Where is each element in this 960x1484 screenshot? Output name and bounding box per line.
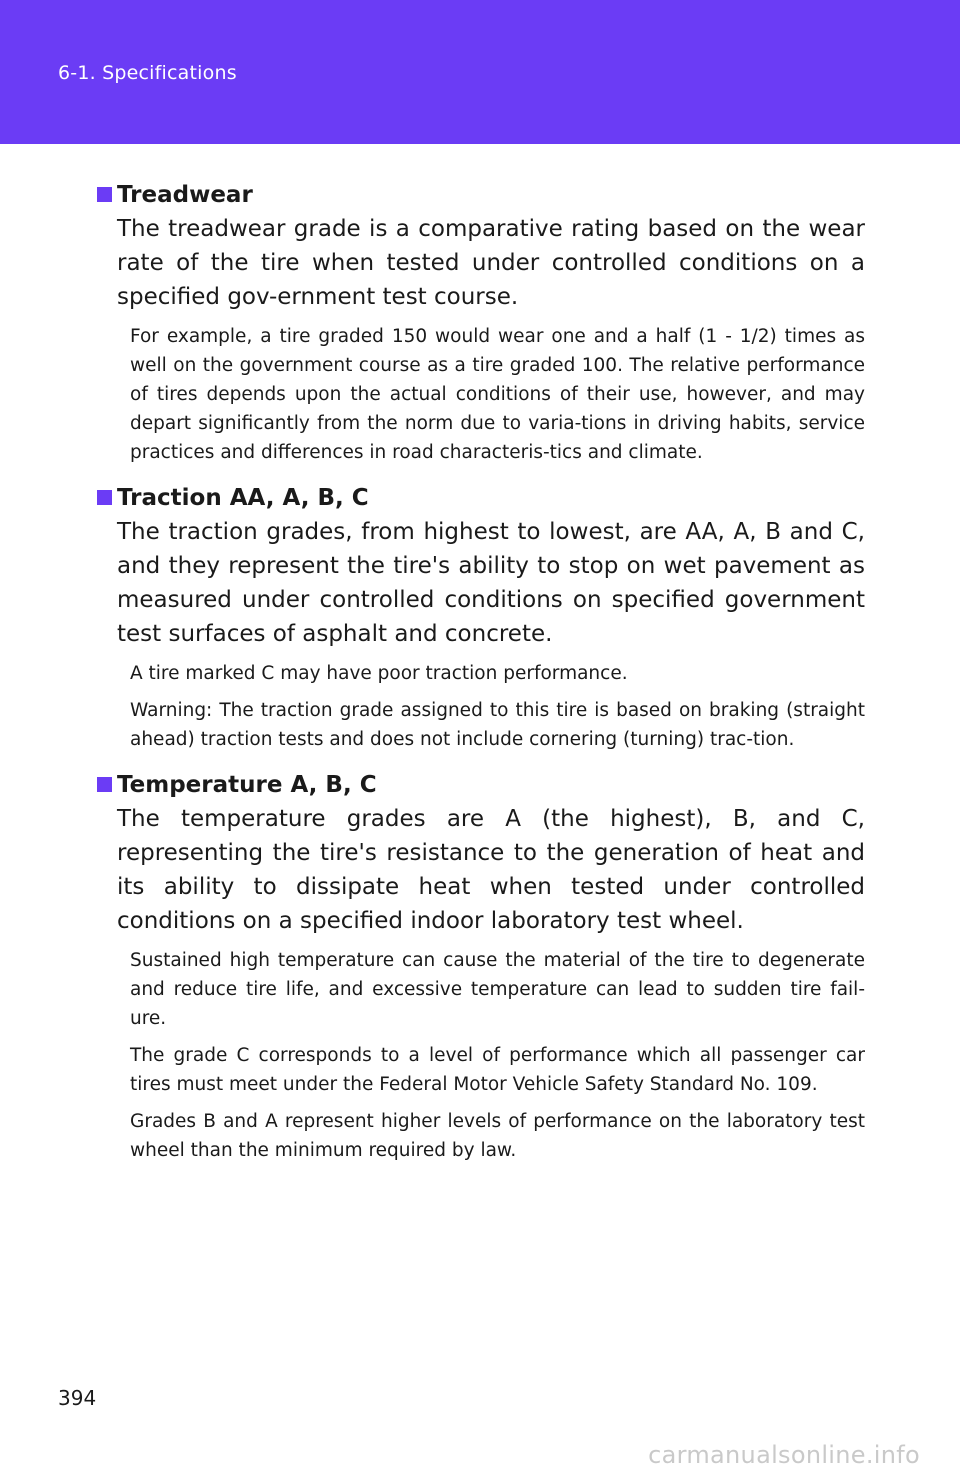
heading-text: Traction AA, A, B, C xyxy=(117,485,369,511)
section-note: A tire marked C may have poor traction performance. xyxy=(130,663,628,684)
bullet-square-icon xyxy=(97,490,112,505)
section-body: The temperature grades are A (the highest), B, and C, representing the tire's resistance to the generation of heat and its ability to dissipate heat when tested under controlled conditions on a specified indoor laboratory test wheel. xyxy=(117,806,865,934)
section-note: For example, a tire graded 150 would wear one and a half (1 - 1/2) times as well on the government course as a tire graded 100. The relative performance of tires depends upon the actual conditions of their use, however, and may depart significantly from the norm due to varia-tions in driving habits, service practices and differences in road characteris-tics and climate. xyxy=(130,326,865,463)
page-number: 394 xyxy=(58,1386,97,1410)
section-temperature xyxy=(97,768,865,1165)
heading-text: Treadwear xyxy=(117,182,253,208)
section-heading xyxy=(97,768,865,802)
heading-text: Temperature A, B, C xyxy=(117,772,377,798)
section-treadwear xyxy=(97,178,865,467)
section-heading xyxy=(97,178,865,212)
section-heading xyxy=(97,481,865,515)
header-bar xyxy=(0,0,960,144)
section-note: The grade C corresponds to a level of performance which all passenger car tires must meet under the Federal Motor Vehicle Safety Standard No. 109. xyxy=(130,1045,865,1095)
content xyxy=(97,178,865,1179)
section-traction xyxy=(97,481,865,754)
section-note: Grades B and A represent higher levels of performance on the laboratory test wheel than the minimum required by law. xyxy=(130,1111,865,1161)
section-body: The treadwear grade is a comparative rating based on the wear rate of the tire when tested under controlled conditions on a specified gov-ernment test course. xyxy=(117,216,865,310)
section-label: 6-1. Specifications xyxy=(58,62,237,84)
watermark: carmanualsonline.info xyxy=(648,1441,920,1469)
bullet-square-icon xyxy=(97,187,112,202)
section-note: Sustained high temperature can cause the material of the tire to degenerate and reduce tire life, and excessive temperature can lead to sudden tire fail-ure. xyxy=(130,950,865,1029)
bullet-square-icon xyxy=(97,777,112,792)
section-body: The traction grades, from highest to lowest, are AA, A, B and C, and they represent the tire's ability to stop on wet pavement as measured under controlled conditions on specified government test surfaces of asphalt and concrete. xyxy=(117,519,865,647)
section-note: Warning: The traction grade assigned to this tire is based on braking (straight ahead) traction tests and does not include cornering (turning) trac-tion. xyxy=(130,700,865,750)
